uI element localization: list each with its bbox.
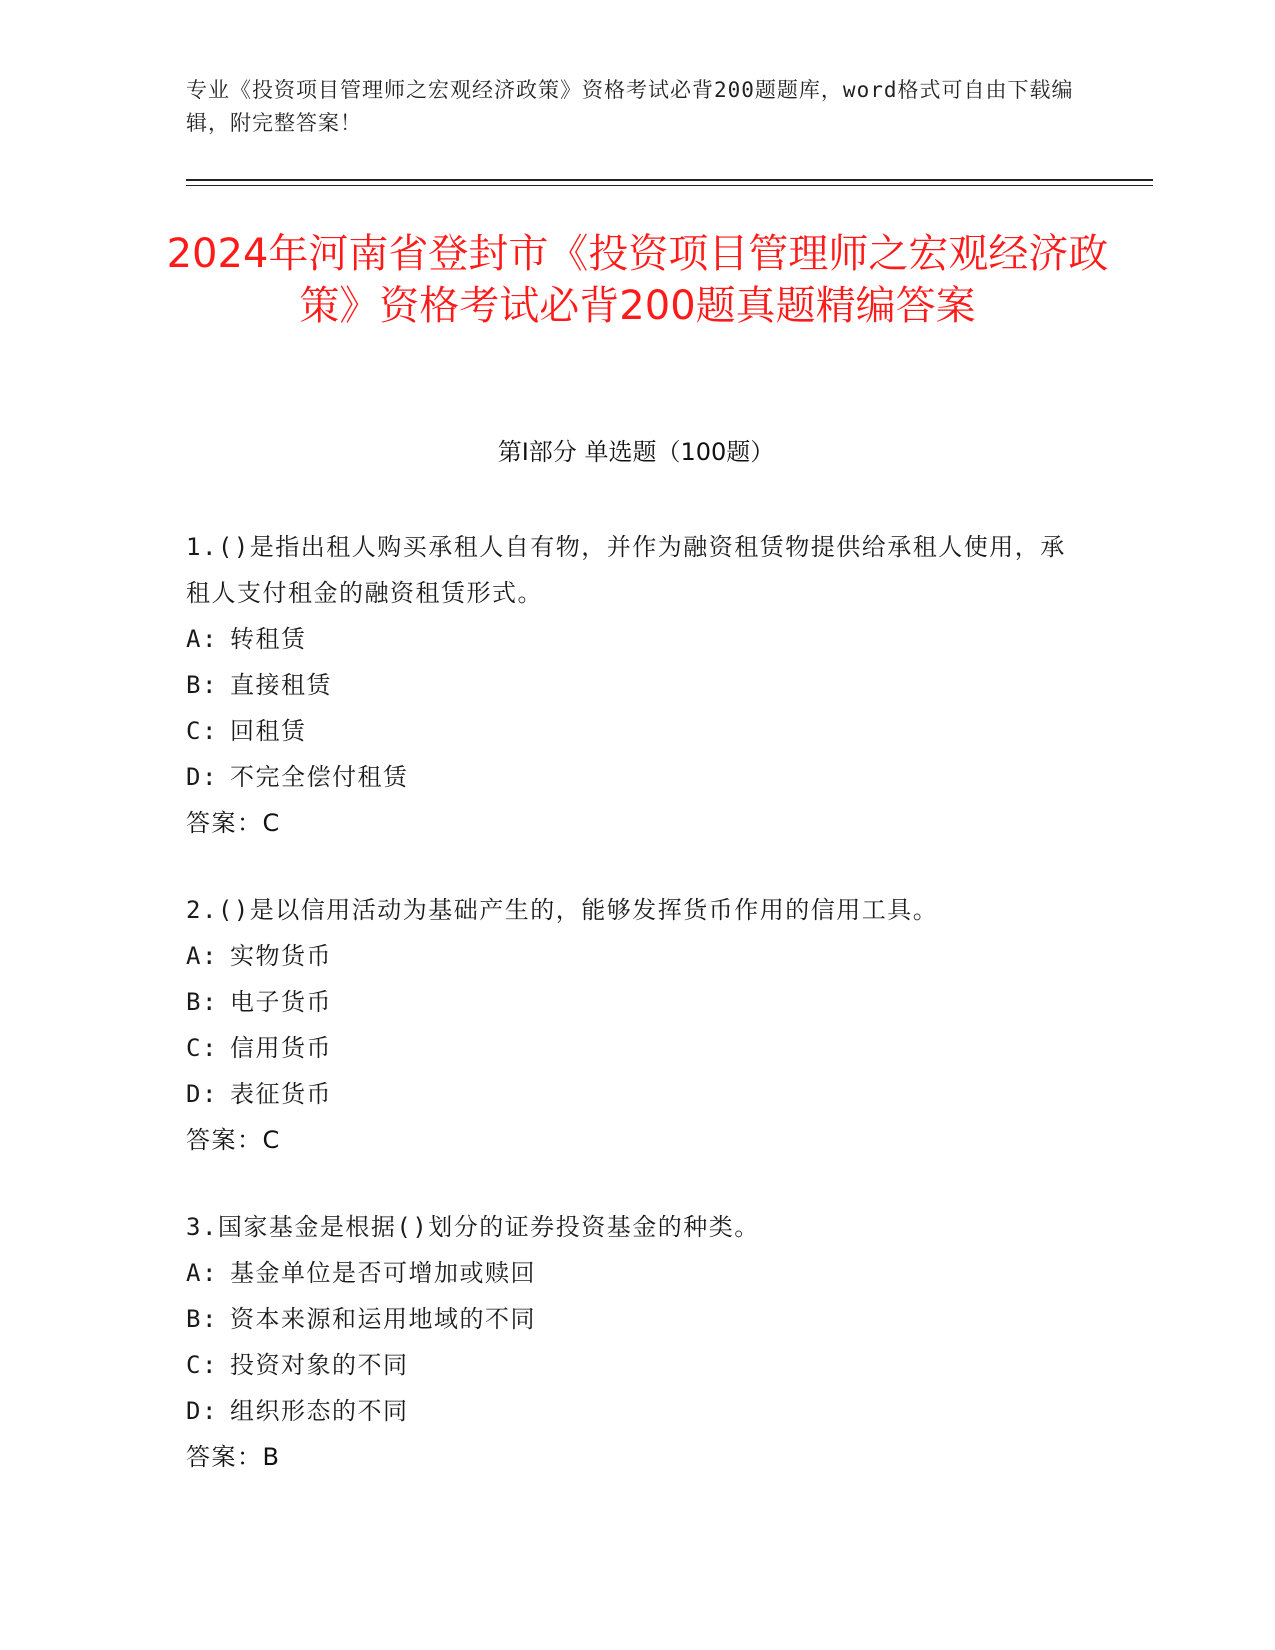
header-divider-thick — [186, 179, 1153, 181]
answer-line — [186, 800, 1076, 846]
answer-label: 答案： — [186, 809, 263, 837]
option-key: A: — [186, 942, 218, 970]
option-key: B: — [186, 1305, 218, 1333]
option-b — [186, 979, 1076, 1025]
option-text: 基金单位是否可增加或赎回 — [230, 1259, 536, 1287]
question-3 — [186, 1204, 1076, 1480]
option-d — [186, 1071, 1076, 1117]
option-b — [186, 1296, 1076, 1342]
question-stem: 3.国家基金是根据()划分的证券投资基金的种类。 — [186, 1213, 760, 1241]
answer-label: 答案： — [186, 1443, 263, 1471]
option-key: A: — [186, 1259, 218, 1287]
option-c — [186, 708, 1076, 754]
option-text: 直接租赁 — [230, 671, 332, 699]
option-key: D: — [186, 763, 218, 791]
option-key: C: — [186, 1351, 218, 1379]
option-key: A: — [186, 625, 218, 653]
document-title: 2024年河南省登封市《投资项目管理师之宏观经济政策》资格考试必背200题真题精编答案 — [166, 231, 1109, 329]
option-key: D: — [186, 1080, 218, 1108]
option-text: 信用货币 — [230, 1034, 332, 1062]
option-a — [186, 616, 1076, 662]
answer-value: C — [262, 809, 281, 837]
answer-value: C — [262, 1126, 281, 1154]
option-text: 回租赁 — [230, 717, 307, 745]
option-d — [186, 1388, 1076, 1434]
option-d — [186, 754, 1076, 800]
option-key: B: — [186, 988, 218, 1016]
option-key: C: — [186, 717, 218, 745]
answer-label: 答案： — [186, 1126, 263, 1154]
question-list — [186, 524, 1076, 1521]
option-a — [186, 933, 1076, 979]
answer-line — [186, 1434, 1076, 1480]
option-text: 组织形态的不同 — [230, 1397, 409, 1425]
option-c — [186, 1025, 1076, 1071]
section-title: 第Ⅰ部分 单选题（100题） — [497, 438, 775, 466]
option-key: B: — [186, 671, 218, 699]
question-stem: 1.()是指出租人购买承租人自有物，并作为融资租赁物提供给承租人使用，承租人支付租金的融资租赁形式。 — [186, 533, 1066, 607]
option-text: 表征货币 — [230, 1080, 332, 1108]
option-text: 投资对象的不同 — [230, 1351, 409, 1379]
option-text: 资本来源和运用地域的不同 — [230, 1305, 536, 1333]
question-2 — [186, 887, 1076, 1163]
option-a — [186, 1250, 1076, 1296]
option-text: 实物货币 — [230, 942, 332, 970]
option-text: 不完全偿付租赁 — [230, 763, 409, 791]
question-1 — [186, 524, 1076, 846]
option-b — [186, 662, 1076, 708]
option-text: 转租赁 — [230, 625, 307, 653]
header-divider-thin — [186, 185, 1153, 186]
option-key: D: — [186, 1397, 218, 1425]
option-c — [186, 1342, 1076, 1388]
document-intro: 专业《投资项目管理师之宏观经济政策》资格考试必背200题题库，word格式可自由下载编辑，附完整答案！ — [186, 78, 1074, 135]
option-text: 电子货币 — [230, 988, 332, 1016]
answer-value: B — [262, 1443, 281, 1471]
option-key: C: — [186, 1034, 218, 1062]
answer-line — [186, 1117, 1076, 1163]
question-stem: 2.()是以信用活动为基础产生的，能够发挥货币作用的信用工具。 — [186, 896, 939, 924]
